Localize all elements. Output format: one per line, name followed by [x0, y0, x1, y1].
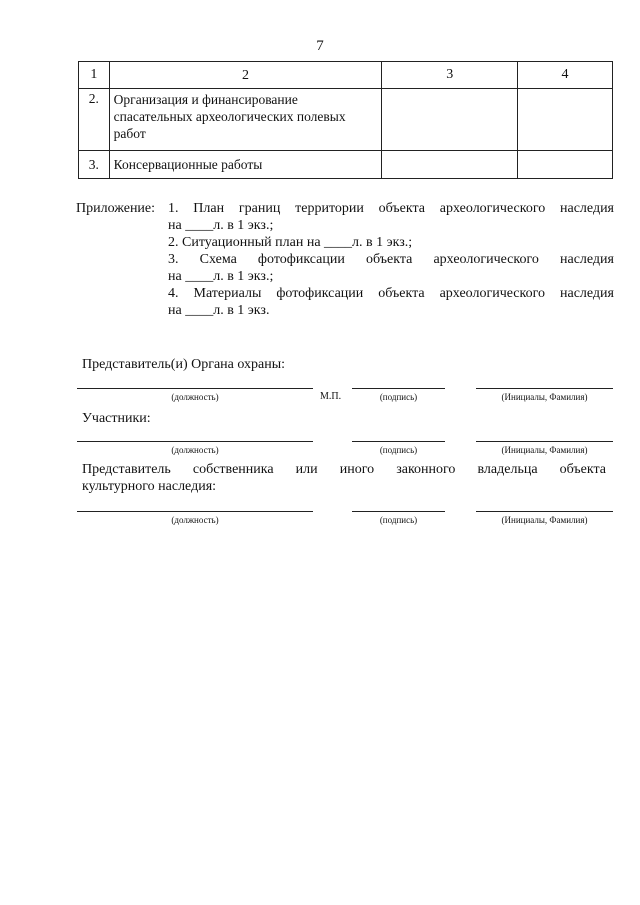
- name-line: [476, 511, 613, 512]
- signature-line: [352, 511, 445, 512]
- owner-title: [82, 461, 606, 495]
- table-header-row: [79, 62, 613, 89]
- caption-position: (должность): [171, 515, 219, 525]
- appendix-item-cont: на ____л. в 1 экз.;: [168, 218, 274, 233]
- header-cell-1: 1: [79, 62, 110, 89]
- appendix-item: 3. Схема фотофиксации объекта археологического наследия: [168, 252, 614, 267]
- appendix-item: 4. Материалы фотофиксации объекта археологического наследия: [168, 286, 614, 301]
- row-text: Консервационные работы: [109, 151, 382, 179]
- table-row: [79, 89, 613, 151]
- table-row: [79, 151, 613, 179]
- caption-signature: (подпись): [379, 392, 418, 402]
- caption-signature: (подпись): [379, 515, 418, 525]
- row-number: 2.: [79, 89, 110, 151]
- row-number: 3.: [79, 151, 110, 179]
- row-cell-4: [518, 151, 613, 179]
- appendix-item: 2. Ситуационный план на ____л. в 1 экз.;: [168, 235, 413, 250]
- caption-name: (Инициалы, Фамилия): [501, 515, 588, 525]
- row-cell-4: [518, 89, 613, 151]
- caption-name: (Инициалы, Фамилия): [501, 445, 588, 455]
- owner-title-line2: культурного наследия:: [82, 479, 217, 494]
- name-line: [476, 388, 613, 389]
- caption-position: (должность): [171, 392, 219, 402]
- appendix-label: Приложение:: [76, 201, 156, 216]
- caption-signature: (подпись): [379, 445, 418, 455]
- appendix-item-cont: на ____л. в 1 экз.: [168, 303, 270, 318]
- owner-title-line1: Представитель собственника или иного законного владельца объекта: [82, 462, 606, 477]
- works-table: [78, 61, 613, 179]
- position-line: [77, 511, 313, 512]
- name-line: [476, 441, 613, 442]
- header-cell-2: 2: [109, 62, 382, 89]
- row-cell-3: [382, 151, 518, 179]
- caption-position: (должность): [171, 445, 219, 455]
- row-cell-3: [382, 89, 518, 151]
- appendix-item: 1. План границ территории объекта археологического наследия: [168, 201, 614, 216]
- row-text: Организация и финансирование спасательных археологических полевых работ: [109, 89, 382, 151]
- appendix-section: [76, 200, 614, 319]
- participants-title: Участники:: [82, 411, 151, 426]
- signature-line: [352, 388, 445, 389]
- stamp-label: М.П.: [320, 391, 342, 402]
- position-line: [77, 388, 313, 389]
- header-cell-3: 3: [382, 62, 518, 89]
- header-cell-4: 4: [518, 62, 613, 89]
- page-number: 7: [316, 38, 324, 54]
- authority-title: Представитель(и) Органа охраны:: [82, 357, 286, 372]
- appendix-item-cont: на ____л. в 1 экз.;: [168, 269, 274, 284]
- position-line: [77, 441, 313, 442]
- signature-line: [352, 441, 445, 442]
- caption-name: (Инициалы, Фамилия): [501, 392, 588, 402]
